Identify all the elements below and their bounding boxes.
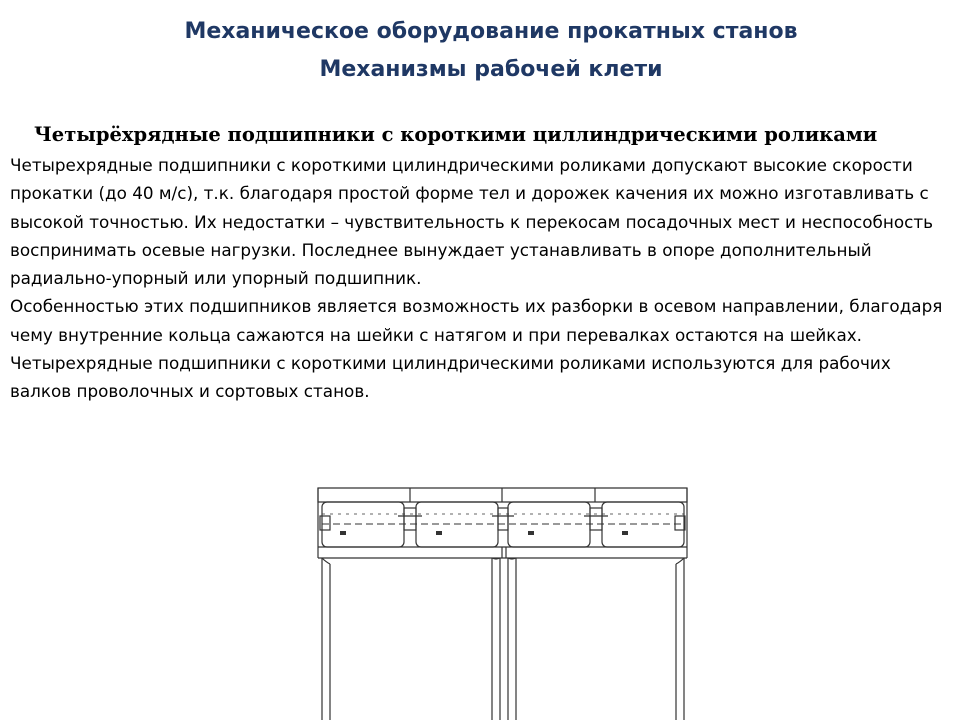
paragraph-3: Четырехрядные подшипники с короткими цилиндрическими роликами используются для рабочих валков проволочных и сортовых станов. <box>10 353 891 402</box>
section-heading: Четырёхрядные подшипники с короткими циллиндрическими роликами <box>34 123 878 146</box>
body-text <box>10 151 955 406</box>
paragraph-2: Особенностью этих подшипников является возможность их разборки в осевом направлении, благодаря чему внутренние кольца сажаются на шейки с натягом и при перевалках остаются на шейках. <box>10 296 943 345</box>
slide-subtitle: Механизмы рабочей клети <box>319 57 663 82</box>
paragraph-1: Четырехрядные подшипники с короткими цилиндрическими роликами допускают высокие скорости прокатки (до 40 м/с), т.к. благодаря простой форме тел и дорожек качения их можно изготавливать с высокой точностью. Их недостатки – чувствительность к перекосам посадочных мест и неспособность воспринимать осевые нагрузки. Последнее вынуждает устанавливать в опоре дополнительный радиально-упорный или упорный подшипник. <box>10 155 933 289</box>
slide-title: Механическое оборудование прокатных станов <box>184 19 798 44</box>
bearing-drawing <box>300 476 705 720</box>
bearing-cross-section-icon <box>300 476 705 720</box>
